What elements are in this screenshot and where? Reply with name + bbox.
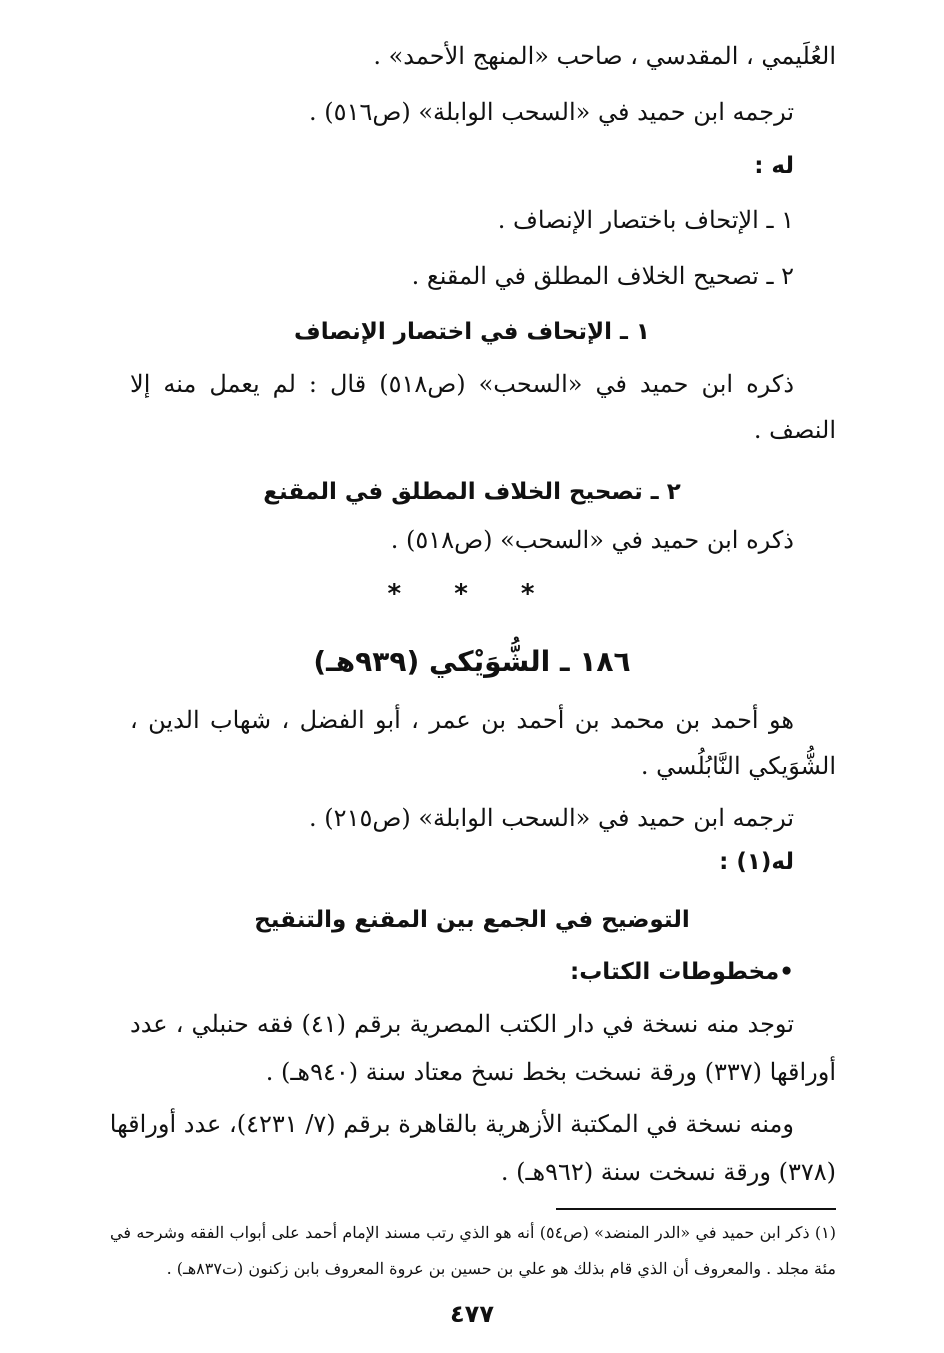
book2-text: ذكره ابن حميد في «السحب» (ص٥١٨) .	[390, 526, 794, 554]
page-number: ٤٧٧	[450, 1300, 494, 1328]
footnote-line-2: مئة مجلد . والمعروف أن الذي قام بذلك هو علي بن حسين بن عروة المعروف بابن زكنون (ت٨٣٧هـ) .	[166, 1259, 836, 1278]
manuscript-1-line-1: توجد منه نسخة في دار الكتب المصرية برقم (٤١) فقه حنبلي ، عدد	[130, 1010, 794, 1038]
entry-186-bio-line-2: الشُّوَيكي النَّابُلُسي .	[640, 752, 836, 780]
manuscript-2-line-2: (٣٧٨) ورقة نسخت سنة (٩٦٢هـ) .	[500, 1158, 836, 1186]
entry-186-translation: ترجمه ابن حميد في «السحب الوابلة» (ص٢١٥) .	[309, 804, 794, 832]
entry-prev-works-label: له :	[754, 153, 794, 179]
manuscript-1-line-2: أوراقها (٣٣٧) ورقة نسخت بخط نسخ معتاد سنة (٩٤٠هـ) .	[265, 1058, 836, 1086]
entry-186-works-label: له(١) :	[719, 849, 794, 875]
book1-text-line-1: ذكره ابن حميد في «السحب» (ص٥١٨) قال : لم يعمل منه إلا	[130, 370, 795, 398]
book1-text-line-2: النصف .	[753, 416, 836, 444]
entry-186-heading: ١٨٦ ـ الشُّوَيْكي (٩٣٩هـ)	[313, 645, 631, 678]
entry-prev-line-1: العُلَيمي ، المقدسي ، صاحب «المنهج الأحمد» .	[373, 42, 836, 70]
footnote-line-1: (١) ذكر ابن حميد في «الدر المنضد» (ص٥٤) أنه هو الذي رتب مسند الإمام أحمد على أبواب الفقه وشرحه في	[110, 1223, 837, 1242]
manuscripts-label: •مخطوطات الكتاب:	[570, 959, 794, 985]
manuscript-2-line-1: ومنه نسخة في المكتبة الأزهرية بالقاهرة برقم (٧/ ٤٢٣١)، عدد أوراقها	[109, 1110, 794, 1138]
entry-prev-work-1: ١ ـ الإتحاف باختصار الإنصاف .	[497, 206, 794, 234]
entry-prev-translation: ترجمه ابن حميد في «السحب الوابلة» (ص٥١٦) .	[309, 98, 794, 126]
footnote-rule	[556, 1208, 836, 1210]
entry-186-book-title: التوضيح في الجمع بين المقنع والتنقيح	[254, 907, 690, 933]
entry-186-bio-line-1: هو أحمد بن محمد بن أحمد بن عمر ، أبو الفضل ، شهاب الدين ،	[130, 706, 794, 734]
book1-title: ١ ـ الإتحاف في اختصار الإنصاف	[294, 319, 650, 345]
entry-prev-work-2: ٢ ـ تصحيح الخلاف المطلق في المقنع .	[411, 262, 794, 290]
book2-title: ٢ ـ تصحيح الخلاف المطلق في المقنع	[263, 479, 681, 505]
section-separator: * * *	[387, 579, 557, 609]
